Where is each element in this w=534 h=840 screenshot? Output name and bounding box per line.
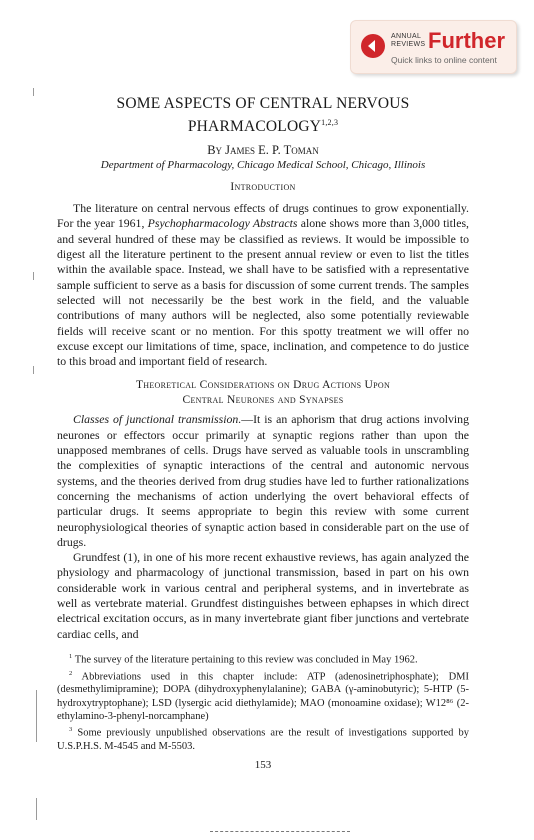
title-line-2: PHARMACOLOGY [187, 118, 322, 136]
reviews-label: REVIEWS [391, 41, 426, 48]
author-line [57, 142, 469, 158]
title-footnote-marks: 1,2,3 [321, 118, 339, 127]
margin-mark [36, 798, 37, 820]
footnote-text: Some previously unpublished observations are the result of investigations supported by U.S.P.H.S. M-4545 and M-5503. [57, 727, 470, 753]
annual-label: ANNUAL [391, 33, 422, 40]
margin-mark [33, 272, 34, 280]
bottom-rule [210, 831, 350, 834]
section-heading-line-1: Theoretical Considerations on Drug Actions Upon [135, 379, 391, 392]
margin-mark [33, 88, 34, 96]
footnotes [57, 650, 469, 754]
further-label: Further [428, 28, 505, 53]
footnote-mark: 1 [69, 652, 73, 660]
section-heading-line-2: Central Neurones and Synapses [182, 394, 344, 407]
footnote-mark: 3 [69, 726, 73, 734]
margin-mark [33, 366, 34, 374]
footnote-text: Abbreviations used in this chapter include: ATP (adenosinetriphosphate); DMI (desmethylimipramine); DOPA (dihydroxyphenylalanine); GABA (γ-aminobutyric); 5-HTP (5-hydroxytryptophane); LSD (lysergic acid diethylamide); MAO (monoamine oxidase); W12⁸⁶ (2-ethylamino-3-phenyl-norcamphane) [57, 671, 470, 723]
introduction-heading: Introduction [230, 181, 296, 194]
introduction-paragraph [57, 201, 469, 369]
paragraph-text: —It is an aphorism that drug actions involving neurones or effectors occur primarily at synaptic regions rather than upon the unapposed membranes of cells. Drugs have served as valuable tools in unscrambling the complexities of synaptic interactions of the central and autonomic nervous systems, and the theories derived from drug studies have led to further rationalizations concerning the mechanisms of action underlying the overt behavioral effects of particular drugs. It seems appropriate to begin this review with some current neurophysiological theories of synaptic action based in considerable part on the use of drugs. [57, 412, 469, 549]
subsection-title: Classes of junctional transmission. [73, 412, 242, 427]
margin-mark [36, 690, 37, 742]
annual-reviews-logo-text [391, 33, 427, 49]
article-title [57, 94, 469, 136]
body-paragraph [57, 412, 469, 550]
title-line-1: SOME ASPECTS OF CENTRAL NERVOUS [116, 95, 410, 112]
body-paragraph: Grundfest (1), in one of his more recent exhaustive reviews, has again analyzed the physiology and pharmacology of junctional transmission, based in part on his own considerable work in various central and peripheral systems, and in invertebrate as well as vertebrate material. Grundfest distinguishes between ephapses in which direct electrical excitation occurs, as in many invertebrate giant fiber junctions and vertebrate cardiac cells, and [57, 550, 469, 641]
intro-text-2: alone shows more than 3,000 titles, and several hundred of these may be classified as reviews. It would be impossible to digest all the literature pertinent to the present annual review or even to list the titles within the available space. Instead, we shall have to be satisfied with a representative sample sufficient to serve as a basis for discussion of some current trends. The samples selected will not necessarily be the best work in the field, and the valuable contributions of many authors will be neglected, also some potentially reviewable fields will receive scant or no mention. For this spotty treatment we will offer no excuse except our limitations of time, space, inclination, and competence to do justice to this broad and important field of research. [57, 216, 469, 369]
footnote-mark: 2 [69, 669, 73, 677]
annual-reviews-further-badge[interactable] [350, 20, 517, 74]
footnote [57, 667, 469, 724]
footnote [57, 650, 469, 667]
journal-title: Psychopharmacology Abstracts [147, 216, 298, 231]
article-page [57, 94, 469, 771]
footnote [57, 723, 469, 753]
author-prefix: By [207, 143, 223, 158]
play-arrow-icon [361, 34, 385, 58]
quick-links-label: Quick links to online content [391, 55, 497, 65]
footnote-text: The survey of the literature pertaining to this review was concluded in May 1962. [74, 654, 418, 666]
intro-text-1: The literature on central nervous effects of drugs continues to grow exponentially. For the year 1961, [57, 201, 469, 231]
section-heading [57, 378, 469, 408]
page-number: 153 [254, 759, 272, 772]
author-name: James E. P. Toman [225, 143, 319, 158]
affiliation: Department of Pharmacology, Chicago Medical School, Chicago, Illinois [100, 159, 426, 172]
